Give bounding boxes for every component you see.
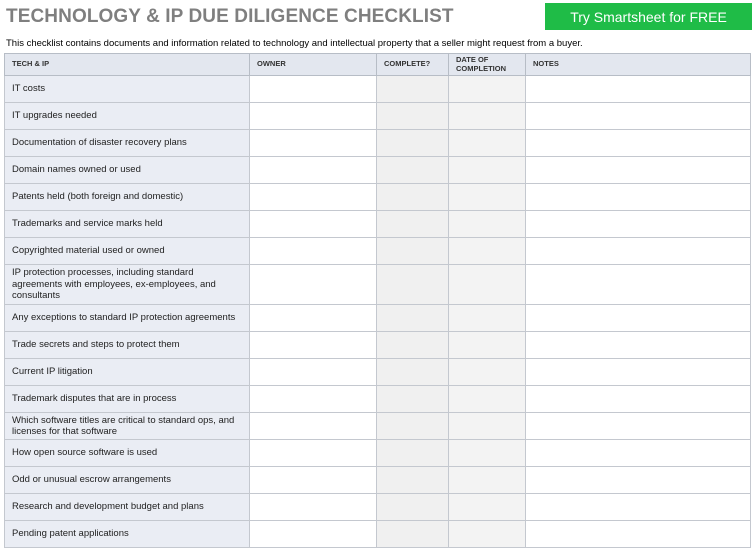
complete-cell[interactable] <box>377 184 449 211</box>
table-row <box>5 184 751 211</box>
notes-cell[interactable] <box>526 157 751 184</box>
notes-cell[interactable] <box>526 467 751 494</box>
owner-cell[interactable] <box>250 76 377 103</box>
owner-cell[interactable] <box>250 184 377 211</box>
item-cell: Domain names owned or used <box>5 157 250 184</box>
table-row <box>5 440 751 467</box>
table-row <box>5 494 751 521</box>
table-row <box>5 238 751 265</box>
owner-cell[interactable] <box>250 494 377 521</box>
owner-cell[interactable] <box>250 467 377 494</box>
item-cell: IT upgrades needed <box>5 103 250 130</box>
owner-cell[interactable] <box>250 130 377 157</box>
column-header-complete: COMPLETE? <box>377 54 449 76</box>
item-cell: Trademarks and service marks held <box>5 211 250 238</box>
table-row <box>5 157 751 184</box>
owner-cell[interactable] <box>250 238 377 265</box>
complete-cell[interactable] <box>377 467 449 494</box>
date-cell[interactable] <box>449 76 526 103</box>
checklist-description: This checklist contains documents and information related to technology and intellectual property that a seller might request from a buyer. <box>6 38 583 49</box>
notes-cell[interactable] <box>526 332 751 359</box>
complete-cell[interactable] <box>377 265 449 305</box>
item-cell: Documentation of disaster recovery plans <box>5 130 250 157</box>
complete-cell[interactable] <box>377 76 449 103</box>
date-cell[interactable] <box>449 386 526 413</box>
owner-cell[interactable] <box>250 332 377 359</box>
complete-cell[interactable] <box>377 238 449 265</box>
notes-cell[interactable] <box>526 359 751 386</box>
item-cell: Copyrighted material used or owned <box>5 238 250 265</box>
header-row <box>5 54 751 76</box>
item-cell: Current IP litigation <box>5 359 250 386</box>
notes-cell[interactable] <box>526 184 751 211</box>
date-cell[interactable] <box>449 265 526 305</box>
notes-cell[interactable] <box>526 386 751 413</box>
notes-cell[interactable] <box>526 211 751 238</box>
date-cell[interactable] <box>449 467 526 494</box>
table-row <box>5 467 751 494</box>
page-title: TECHNOLOGY & IP DUE DILIGENCE CHECKLIST <box>6 6 454 27</box>
item-cell: Research and development budget and plans <box>5 494 250 521</box>
notes-cell[interactable] <box>526 130 751 157</box>
checklist-table <box>4 53 751 548</box>
table-row <box>5 413 751 440</box>
notes-cell[interactable] <box>526 413 751 440</box>
table-row <box>5 332 751 359</box>
table-row <box>5 521 751 548</box>
date-cell[interactable] <box>449 211 526 238</box>
complete-cell[interactable] <box>377 359 449 386</box>
notes-cell[interactable] <box>526 103 751 130</box>
item-cell: Pending patent applications <box>5 521 250 548</box>
notes-cell[interactable] <box>526 238 751 265</box>
complete-cell[interactable] <box>377 494 449 521</box>
column-header-owner: OWNER <box>250 54 377 76</box>
item-cell: Which software titles are critical to standard ops, and licenses for that software <box>5 413 250 440</box>
owner-cell[interactable] <box>250 211 377 238</box>
date-cell[interactable] <box>449 184 526 211</box>
column-header-date-of-completion: DATE OF COMPLETION <box>449 54 526 76</box>
date-cell[interactable] <box>449 238 526 265</box>
item-cell: Trademark disputes that are in process <box>5 386 250 413</box>
notes-cell[interactable] <box>526 76 751 103</box>
item-cell: Trade secrets and steps to protect them <box>5 332 250 359</box>
owner-cell[interactable] <box>250 359 377 386</box>
owner-cell[interactable] <box>250 157 377 184</box>
column-header-notes: NOTES <box>526 54 751 76</box>
column-header-tech-ip: TECH & IP <box>5 54 250 76</box>
complete-cell[interactable] <box>377 386 449 413</box>
table-row <box>5 305 751 332</box>
table-row <box>5 76 751 103</box>
date-cell[interactable] <box>449 305 526 332</box>
notes-cell[interactable] <box>526 265 751 305</box>
complete-cell[interactable] <box>377 413 449 440</box>
date-cell[interactable] <box>449 521 526 548</box>
owner-cell[interactable] <box>250 103 377 130</box>
owner-cell[interactable] <box>250 265 377 305</box>
complete-cell[interactable] <box>377 211 449 238</box>
complete-cell[interactable] <box>377 521 449 548</box>
table-row <box>5 359 751 386</box>
table-row <box>5 130 751 157</box>
complete-cell[interactable] <box>377 103 449 130</box>
date-cell[interactable] <box>449 440 526 467</box>
notes-cell[interactable] <box>526 521 751 548</box>
date-cell[interactable] <box>449 130 526 157</box>
table-row <box>5 265 751 305</box>
table-row <box>5 211 751 238</box>
date-cell[interactable] <box>449 332 526 359</box>
item-cell: IT costs <box>5 76 250 103</box>
item-cell: How open source software is used <box>5 440 250 467</box>
owner-cell[interactable] <box>250 521 377 548</box>
complete-cell[interactable] <box>377 305 449 332</box>
owner-cell[interactable] <box>250 440 377 467</box>
complete-cell[interactable] <box>377 440 449 467</box>
date-cell[interactable] <box>449 359 526 386</box>
try-smartsheet-button[interactable]: Try Smartsheet for FREE <box>545 3 752 30</box>
table-row <box>5 386 751 413</box>
date-cell[interactable] <box>449 157 526 184</box>
item-cell: Any exceptions to standard IP protection agreements <box>5 305 250 332</box>
owner-cell[interactable] <box>250 413 377 440</box>
complete-cell[interactable] <box>377 157 449 184</box>
owner-cell[interactable] <box>250 305 377 332</box>
complete-cell[interactable] <box>377 332 449 359</box>
complete-cell[interactable] <box>377 130 449 157</box>
notes-cell[interactable] <box>526 494 751 521</box>
notes-cell[interactable] <box>526 305 751 332</box>
date-cell[interactable] <box>449 494 526 521</box>
item-cell: Odd or unusual escrow arrangements <box>5 467 250 494</box>
table-row <box>5 103 751 130</box>
date-cell[interactable] <box>449 413 526 440</box>
item-cell: Patents held (both foreign and domestic) <box>5 184 250 211</box>
notes-cell[interactable] <box>526 440 751 467</box>
item-cell: IP protection processes, including standard agreements with employees, ex-employees, and consultants <box>5 265 250 305</box>
owner-cell[interactable] <box>250 386 377 413</box>
date-cell[interactable] <box>449 103 526 130</box>
